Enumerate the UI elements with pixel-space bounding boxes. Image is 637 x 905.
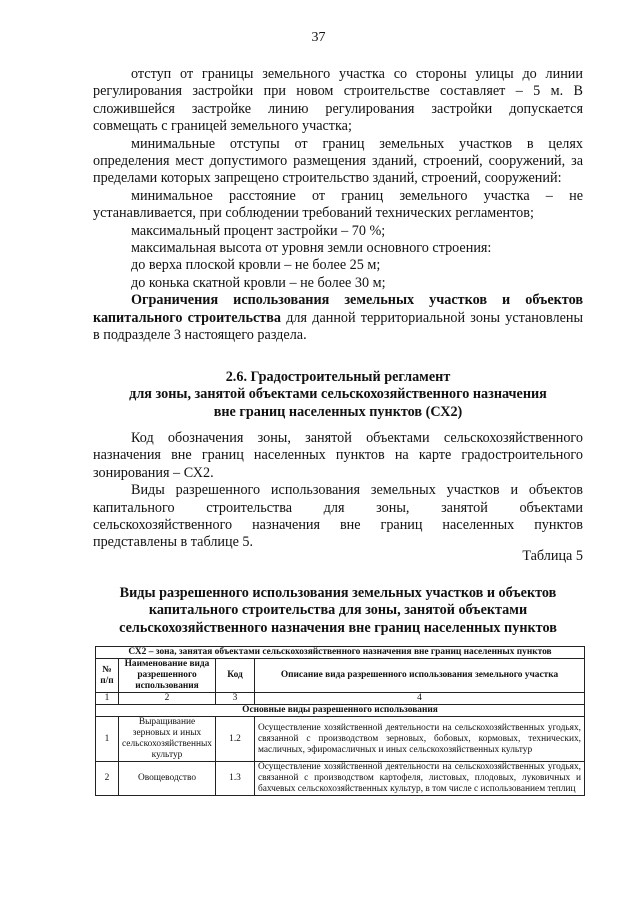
table-title-line-3: сельскохозяйственного назначения вне границ населенных пунктов: [119, 619, 557, 636]
row-num: 2: [96, 762, 119, 796]
header-num: № п/п: [96, 659, 119, 693]
paragraph-restrictions: [93, 292, 583, 344]
paragraph-street-setback: отступ от границы земельного участка со стороны улицы до линии регулирования застройки при новом строительстве составляет – 5 м. В сложившейся застройке линию регулирования застройки допускается совмещать с границей земельного участка;: [93, 66, 583, 135]
paragraph-zone-code: Код обозначения зоны, занятой объектами сельскохозяйственного назначения вне границ населенных пунктов на карте градостроительного зонирования – СХ2.: [93, 430, 583, 481]
page-number: 37: [311, 30, 326, 45]
zone-title-row: [96, 647, 585, 659]
row-name: Выращивание зерновых и иных сельскохозяйственных культур: [119, 717, 216, 762]
column-number: 2: [119, 693, 216, 705]
header-desc: Описание вида разрешенного использования земельного участка: [255, 659, 585, 693]
row-code: 1.3: [216, 762, 255, 796]
table-row: [96, 717, 585, 762]
table-title: [93, 585, 583, 637]
paragraph-max-coverage: максимальный процент застройки – 70 %;: [131, 222, 386, 239]
table-title-line-1: Виды разрешенного использования земельных участков и объектов: [119, 585, 557, 601]
paragraph-table-reference: Виды разрешенного использования земельных участков и объектов капитального строительства для зоны, занятой объектами сельскохозяйственного назначения вне границ населенных пунктов представлены в таблице 5.: [93, 482, 583, 551]
zone-intro: [93, 430, 583, 552]
restrictions-rest-text: для данной территориальной зоны установлены в подразделе 3 настоящего раздела.: [93, 309, 583, 344]
paragraph-min-distance: минимальное расстояние от границ земельного участка – не устанавливается, при соблюдении требований технических регламентов;: [93, 187, 583, 222]
restrictions-bold-text: Ограничения использования земельных участков и объектов капитального строительства: [93, 292, 583, 326]
regulation-parameters: [93, 66, 583, 345]
paragraph-flat-roof: до верха плоской кровли – не более 25 м;: [131, 257, 381, 274]
section-heading-line-1: 2.6. Градостроительный регламент: [225, 369, 451, 385]
column-number: 1: [96, 693, 119, 705]
row-code: 1.2: [216, 717, 255, 762]
permitted-uses-table: [95, 646, 585, 796]
section-heading-line-3: вне границ населенных пунктов (СХ2): [213, 403, 463, 420]
section-heading: [93, 369, 583, 421]
column-number: 3: [216, 693, 255, 705]
table-title-line-2: капитального строительства для зоны, занятой объектами: [148, 602, 528, 619]
row-name: Овощеводство: [119, 762, 216, 796]
row-desc: Осуществление хозяйственной деятельности на сельскохозяйственных угодьях, связанной с производством картофеля, листовых, плодовых, луковичных и бахчевых сельскохозяйственных культур, в том числе с использованием теплиц: [255, 762, 585, 796]
table-caption: Таблица 5: [522, 548, 583, 564]
column-number: 4: [255, 693, 585, 705]
paragraph-pitched-roof: до конька скатной кровли – не более 30 м;: [131, 274, 386, 291]
paragraph-min-setbacks: минимальные отступы от границ земельных участков в целях определения мест допустимого размещения зданий, строений, сооружений, за пределами которых запрещено строительство зданий, строений, сооружений:: [93, 135, 583, 187]
paragraph-max-height: максимальная высота от уровня земли основного строения:: [131, 240, 492, 257]
header-name: Наименование вида разрешенного использования: [119, 659, 216, 693]
section-heading-line-2: для зоны, занятой объектами сельскохозяйственного назначения: [129, 386, 547, 403]
table-header-row: [96, 659, 585, 693]
zone-title-cell: СХ2 – зона, занятая объектами сельскохозяйственного назначения вне границ населенных пунктов: [96, 647, 585, 659]
row-desc: Осуществление хозяйственной деятельности на сельскохозяйственных угодьях, связанной с производством зерновых, бобовых, кормовых, технических, масличных, эфиромасличных и иных сельскохозяйственных культур: [255, 717, 585, 762]
group-label: Основные виды разрешенного использования: [96, 705, 585, 717]
header-code: Код: [216, 659, 255, 693]
group-row: [96, 705, 585, 717]
table-row: [96, 762, 585, 796]
row-num: 1: [96, 717, 119, 762]
column-number-row: [96, 693, 585, 705]
